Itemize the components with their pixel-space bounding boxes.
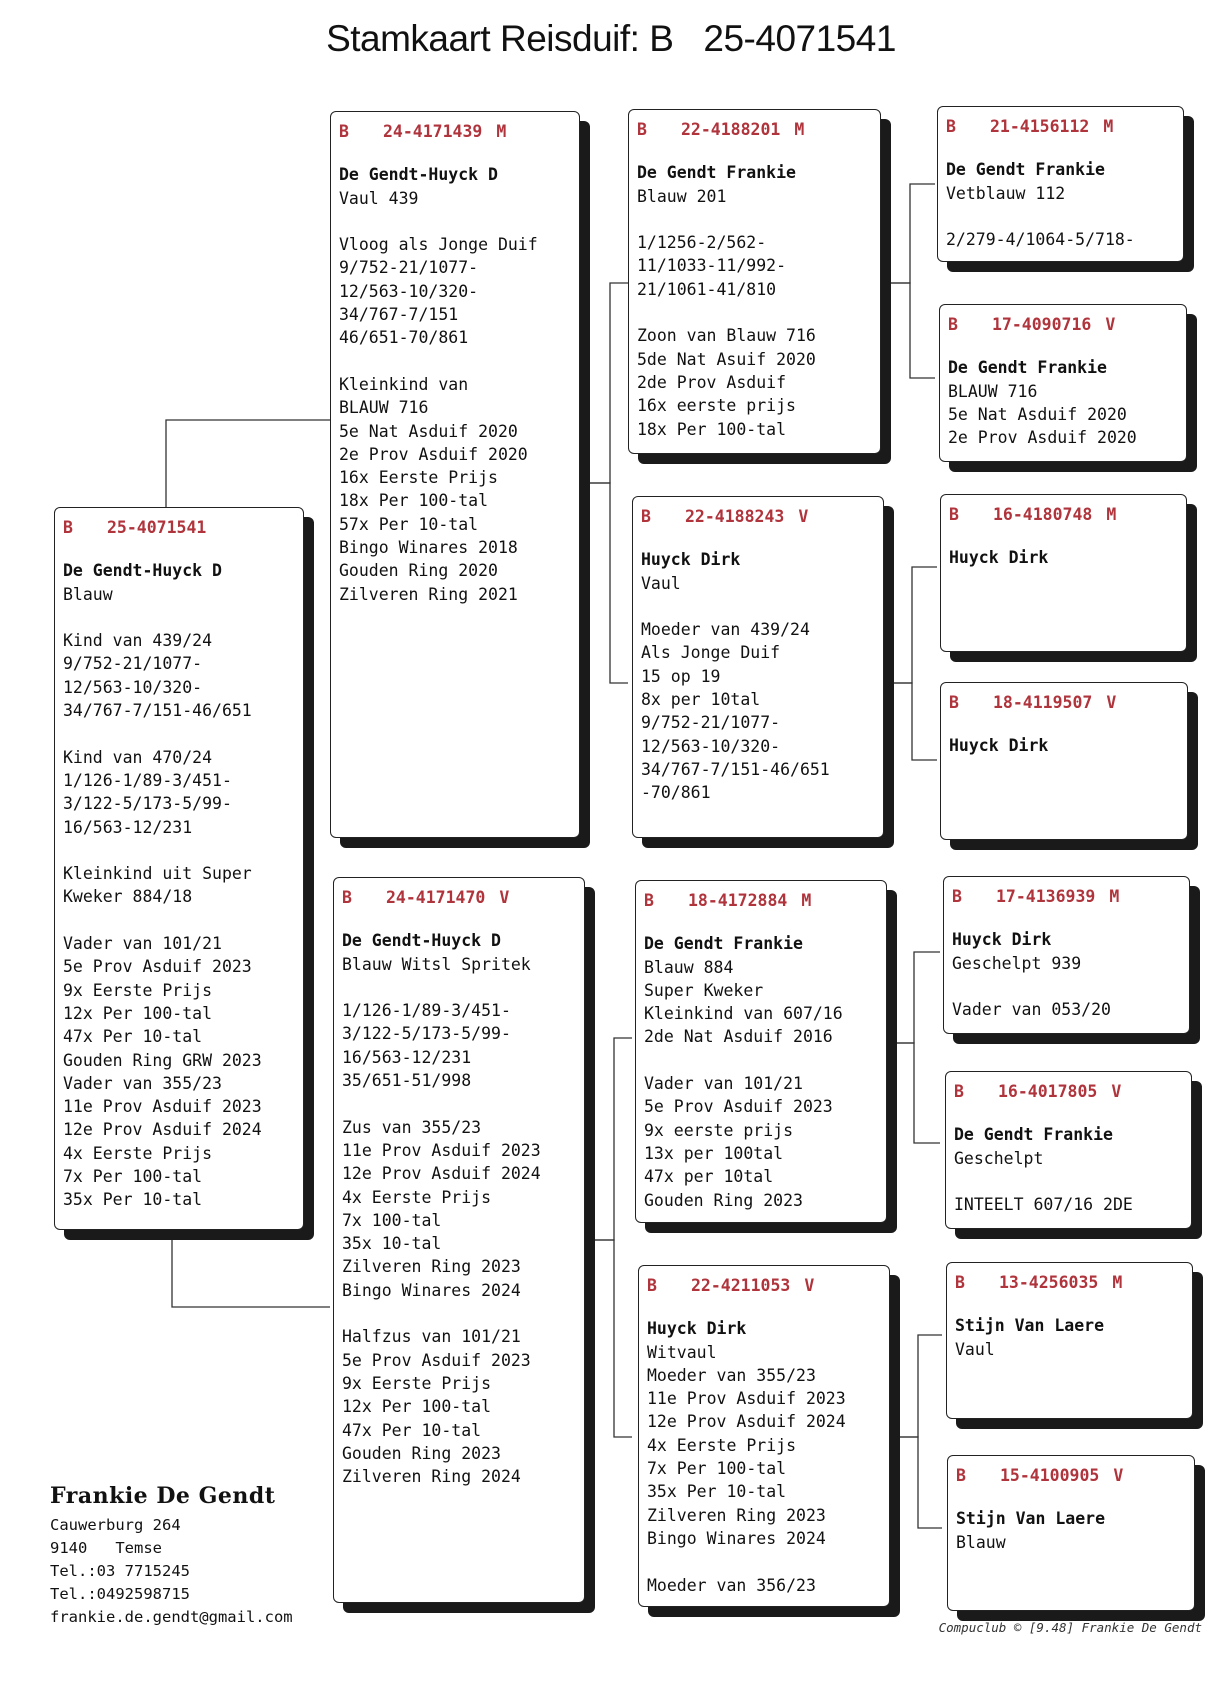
card-line	[952, 975, 1183, 998]
connector-dam-ds	[592, 1038, 632, 1240]
card-line: Zilveren Ring 2023	[647, 1505, 826, 1525]
card-line	[637, 208, 874, 231]
card-sex: B	[644, 891, 654, 910]
card-line: Vloog als Jonge Duif	[339, 235, 538, 255]
card-line: 47x Per 10-tal	[63, 1027, 203, 1047]
card-line: Vader van 101/21	[644, 1074, 803, 1094]
card-gender: M	[496, 122, 507, 141]
footer-credit: Compuclub © [9.48] Frankie De Gendt	[938, 1620, 1202, 1635]
card-gender: M	[1112, 1273, 1123, 1292]
card-ring-number: 15-4100905	[1000, 1466, 1100, 1485]
card-sex: B	[641, 507, 651, 526]
card-line: 57x Per 10-tal	[339, 514, 479, 534]
card-breeder-name: De Gendt Frankie	[644, 934, 803, 954]
card-line: Blauw	[956, 1532, 1006, 1552]
card-sex: B	[954, 1082, 964, 1101]
card-line	[339, 350, 573, 373]
card-header	[342, 886, 578, 909]
card-line	[641, 595, 877, 618]
card-header	[954, 1080, 1185, 1103]
pedigree-card-dam-dam	[638, 1265, 890, 1607]
card-breeder-name: De Gendt Frankie	[948, 358, 1107, 378]
card-line: Vetblauw 112	[946, 183, 1066, 203]
card-line: 18x Per 100-tal	[339, 491, 489, 511]
card-line: Blauw 201	[637, 186, 727, 206]
card-gender: V	[804, 1276, 815, 1295]
card-line: Kind van 470/24	[63, 747, 213, 767]
card-ring-number: 22-4211053	[691, 1276, 791, 1295]
card-line	[63, 909, 297, 932]
connector-sire-sd	[588, 483, 628, 683]
card-line: Vader van 053/20	[952, 1000, 1111, 1020]
card-ring-number: 22-4188201	[681, 120, 781, 139]
card-ring-number: 13-4256035	[999, 1273, 1099, 1292]
card-line: 9x eerste prijs	[644, 1120, 794, 1140]
card-header	[956, 1464, 1188, 1487]
card-line: 4x Eerste Prijs	[342, 1187, 492, 1207]
card-header	[641, 505, 877, 528]
card-line: 11e Prov Asduif 2023	[342, 1140, 541, 1160]
card-sex: B	[949, 693, 959, 712]
card-line: Zilveren Ring 2021	[339, 584, 518, 604]
owner-city: 9140 Temse	[50, 1539, 162, 1557]
card-line: 13x per 100tal	[644, 1143, 784, 1163]
card-line: Kleinkind van	[339, 374, 469, 394]
card-line: 5e Nat Asduif 2020	[339, 421, 518, 441]
card-line: Bingo Winares 2024	[647, 1528, 826, 1548]
card-header	[644, 889, 880, 912]
card-breeder-name: Huyck Dirk	[647, 1319, 747, 1339]
card-line: 11/1033-11/992-	[637, 256, 787, 276]
card-line: Vaul	[641, 573, 681, 593]
card-line: Moeder van 439/24	[641, 620, 810, 640]
card-line: Zilveren Ring 2023	[342, 1257, 521, 1277]
card-sex: B	[956, 1466, 966, 1485]
card-line: 34/767-7/151-46/651	[641, 759, 830, 779]
card-line: Vaul 439	[339, 188, 419, 208]
owner-block	[50, 1485, 293, 1629]
card-line: Gouden Ring 2020	[339, 561, 498, 581]
card-line: 11e Prov Asduif 2023	[63, 1097, 262, 1117]
card-line: Blauw Witsl Spritek	[342, 954, 531, 974]
card-line: 12/563-10/320-	[63, 677, 203, 697]
card-sex: B	[946, 117, 956, 136]
card-line: 7x Per 100-tal	[63, 1167, 203, 1187]
card-line: 34/767-7/151	[339, 305, 459, 325]
card-line: Witvaul	[647, 1342, 717, 1362]
card-line: Moeder van 356/23	[647, 1575, 816, 1595]
card-ring-number: 18-4119507	[993, 693, 1093, 712]
card-ring-number: 18-4172884	[688, 891, 788, 910]
card-gender: V	[798, 507, 809, 526]
card-header	[949, 691, 1181, 714]
card-line	[946, 205, 1177, 228]
title-prefix: Stamkaart Reisduif: B	[326, 18, 674, 59]
card-line: Moeder van 355/23	[647, 1365, 816, 1385]
pedigree-card-sire-sire	[628, 109, 881, 454]
card-line: BLAUW 716	[948, 381, 1038, 401]
card-line: 5de Nat Asuif 2020	[637, 349, 816, 369]
card-gender: M	[1106, 505, 1117, 524]
card-line	[647, 1550, 883, 1573]
card-line: 5e Prov Asduif 2023	[342, 1350, 531, 1370]
card-line: 7x 100-tal	[342, 1210, 442, 1230]
card-breeder-name: De Gendt Frankie	[946, 160, 1105, 180]
card-gender: V	[1106, 693, 1117, 712]
pedigree-card-ds-dam	[945, 1071, 1192, 1229]
card-line: 1/126-1/89-3/451-	[63, 770, 232, 790]
card-line: 11e Prov Asduif 2023	[647, 1389, 846, 1409]
card-line: 5e Prov Asduif 2023	[644, 1097, 833, 1117]
owner-tel2: Tel.:0492598715	[50, 1585, 190, 1603]
connector-subject-sire	[166, 420, 330, 512]
card-breeder-name: De Gendt Frankie	[954, 1125, 1113, 1145]
card-line: 47x per 10tal	[644, 1167, 774, 1187]
card-line: 9/752-21/1077-	[63, 654, 203, 674]
card-line: Geschelpt 939	[952, 953, 1082, 973]
connector-ss-ssd	[888, 283, 935, 378]
card-breeder-name: Stijn Van Laere	[956, 1509, 1106, 1529]
connector-subject-dam	[172, 1238, 330, 1307]
owner-name: Frankie De Gendt	[50, 1483, 276, 1509]
card-line: 9/752-21/1077-	[641, 713, 781, 733]
card-line: 2de Nat Asduif 2016	[644, 1027, 833, 1047]
card-sex: B	[948, 315, 958, 334]
card-breeder-name: De Gendt-Huyck D	[63, 561, 222, 581]
card-line: 35x Per 10-tal	[647, 1482, 787, 1502]
connector-dd-dds	[898, 1335, 942, 1437]
owner-tel1: Tel.:03 7715245	[50, 1562, 190, 1580]
card-line: 3/122-5/173-5/99-	[342, 1024, 511, 1044]
card-sex: B	[637, 120, 647, 139]
card-line: 9x Eerste Prijs	[342, 1373, 492, 1393]
card-line: 12x Per 100-tal	[342, 1397, 492, 1417]
card-line	[63, 722, 297, 745]
card-header	[647, 1274, 883, 1297]
connector-dam-dd	[592, 1240, 632, 1437]
connector-sd-sds	[892, 567, 937, 683]
card-ring-number: 24-4171439	[383, 122, 483, 141]
card-line: 16/563-12/231	[63, 817, 193, 837]
card-line: 3/122-5/173-5/99-	[63, 794, 232, 814]
pedigree-card-sire	[330, 111, 580, 838]
card-line: Vader van 101/21	[63, 934, 222, 954]
card-line: 12/563-10/320-	[641, 736, 781, 756]
pedigree-card-dd-sire	[946, 1262, 1193, 1419]
card-line: 16x Eerste Prijs	[339, 468, 498, 488]
connector-sire-ss	[588, 283, 628, 483]
card-line	[63, 606, 297, 629]
card-line: Vader van 355/23	[63, 1073, 222, 1093]
connector-sd-sdd	[892, 683, 937, 760]
card-line: 46/651-70/861	[339, 328, 469, 348]
card-ring-number: 24-4171470	[386, 888, 486, 907]
card-line: 15 op 19	[641, 666, 721, 686]
card-breeder-name: Huyck Dirk	[949, 548, 1049, 568]
card-line: 35x 10-tal	[342, 1234, 442, 1254]
card-line: Halfzus van 101/21	[342, 1327, 521, 1347]
card-line: BLAUW 716	[339, 398, 429, 418]
card-line: 1/1256-2/562-	[637, 233, 767, 253]
card-line	[637, 301, 874, 324]
card-line: 34/767-7/151-46/651	[63, 701, 252, 721]
card-line: 7x Per 100-tal	[647, 1459, 787, 1479]
pedigree-card-dam-sire	[635, 880, 887, 1223]
card-gender: M	[794, 120, 805, 139]
card-line: Bingo Winares 2024	[342, 1280, 521, 1300]
connector-dd-ddd	[898, 1437, 942, 1528]
card-line: Vaul	[955, 1339, 995, 1359]
card-line: 12/563-10/320-	[339, 281, 479, 301]
card-line: Bingo Winares 2018	[339, 538, 518, 558]
card-gender: M	[1109, 887, 1120, 906]
pedigree-card-sd-dam	[940, 682, 1188, 840]
owner-address: Cauwerburg 264	[50, 1516, 181, 1534]
card-line: Geschelpt	[954, 1148, 1044, 1168]
card-line: Blauw 884	[644, 957, 734, 977]
card-line: Kweker 884/18	[63, 887, 193, 907]
card-gender: V	[499, 888, 510, 907]
pedigree-card-ds-sire	[943, 876, 1190, 1034]
card-line: Zus van 355/23	[342, 1117, 482, 1137]
card-gender: M	[801, 891, 812, 910]
card-header	[955, 1271, 1186, 1294]
card-breeder-name: De Gendt-Huyck D	[339, 165, 498, 185]
card-line: Als Jonge Duif	[641, 643, 781, 663]
pedigree-card-sire-dam	[632, 496, 884, 838]
pedigree-card-subject	[54, 507, 304, 1230]
card-ring-number: 17-4090716	[992, 315, 1092, 334]
connector-ss-sss	[888, 184, 935, 283]
pedigree-card-dam	[333, 877, 585, 1603]
card-ring-number: 22-4188243	[685, 507, 785, 526]
pedigree-card-dd-dam	[947, 1455, 1195, 1611]
card-ring-number: 21-4156112	[990, 117, 1090, 136]
card-line: 12x Per 100-tal	[63, 1003, 213, 1023]
card-sex: B	[952, 887, 962, 906]
pedigree-card-ss-sire	[937, 106, 1184, 262]
card-line: 35x Per 10-tal	[63, 1190, 203, 1210]
card-line: 9x Eerste Prijs	[63, 980, 213, 1000]
card-line: 5e Prov Asduif 2023	[63, 957, 252, 977]
card-line: 2de Prov Asduif	[637, 372, 787, 392]
connector-ds-dsd	[892, 1043, 940, 1143]
card-line: 2e Prov Asduif 2020	[339, 444, 528, 464]
card-sex: B	[949, 505, 959, 524]
card-line: 2/279-4/1064-5/718-	[946, 230, 1135, 250]
card-line: Gouden Ring GRW 2023	[63, 1050, 262, 1070]
card-line: 12e Prov Asduif 2024	[342, 1164, 541, 1184]
card-line: 47x Per 10-tal	[342, 1420, 482, 1440]
card-ring-number: 25-4071541	[107, 518, 207, 537]
card-line: -70/861	[641, 783, 711, 803]
card-line: 8x per 10tal	[641, 690, 761, 710]
owner-email: frankie.de.gendt@gmail.com	[50, 1608, 293, 1626]
card-line: Blauw	[63, 584, 113, 604]
card-line: 9/752-21/1077-	[339, 258, 479, 278]
card-line	[342, 976, 578, 999]
card-header	[949, 503, 1180, 526]
card-line: 18x Per 100-tal	[637, 419, 787, 439]
card-line: 16x eerste prijs	[637, 396, 796, 416]
card-breeder-name: De Gendt-Huyck D	[342, 931, 501, 951]
card-header	[637, 118, 874, 141]
card-line: 5e Nat Asduif 2020	[948, 404, 1127, 424]
card-line: 4x Eerste Prijs	[63, 1143, 213, 1163]
card-line: Zoon van Blauw 716	[637, 326, 816, 346]
card-header	[948, 313, 1180, 336]
card-line: 35/651-51/998	[342, 1071, 472, 1091]
card-line: Gouden Ring 2023	[644, 1190, 803, 1210]
card-line: Super Kweker	[644, 980, 764, 1000]
card-breeder-name: Huyck Dirk	[949, 736, 1049, 756]
card-breeder-name: Stijn Van Laere	[955, 1316, 1105, 1336]
pedigree-card-ss-dam	[939, 304, 1187, 462]
card-line: Kleinkind uit Super	[63, 864, 252, 884]
card-breeder-name: Huyck Dirk	[641, 550, 741, 570]
card-gender: M	[1103, 117, 1114, 136]
card-ring-number: 17-4136939	[996, 887, 1096, 906]
card-header	[63, 516, 297, 539]
card-breeder-name: Huyck Dirk	[952, 930, 1052, 950]
card-header	[946, 115, 1177, 138]
card-line: 12e Prov Asduif 2024	[63, 1120, 262, 1140]
card-line: 2e Prov Asduif 2020	[948, 428, 1137, 448]
card-ring-number: 16-4180748	[993, 505, 1093, 524]
card-line: 16/563-12/231	[342, 1047, 472, 1067]
card-line	[342, 1302, 578, 1325]
card-line: Zilveren Ring 2024	[342, 1467, 521, 1487]
card-header	[339, 120, 573, 143]
card-sex: B	[342, 888, 352, 907]
card-line	[954, 1170, 1185, 1193]
card-line: Kind van 439/24	[63, 631, 213, 651]
card-sex: B	[63, 518, 73, 537]
card-line	[339, 210, 573, 233]
card-line: 21/1061-41/810	[637, 279, 777, 299]
card-ring-number: 16-4017805	[998, 1082, 1098, 1101]
title-ring: 25-4071541	[703, 18, 896, 59]
card-breeder-name: De Gendt Frankie	[637, 163, 796, 183]
card-line	[644, 1049, 880, 1072]
card-header	[952, 885, 1183, 908]
card-gender: V	[1105, 315, 1116, 334]
card-line	[342, 1092, 578, 1115]
card-gender: V	[1113, 1466, 1124, 1485]
pedigree-card-sd-sire	[940, 494, 1187, 652]
card-sex: B	[647, 1276, 657, 1295]
card-line: INTEELT 607/16 2DE	[954, 1195, 1133, 1215]
card-line: Kleinkind van 607/16	[644, 1004, 843, 1024]
connector-ds-dss	[892, 952, 940, 1043]
card-line	[63, 839, 297, 862]
card-gender: V	[1111, 1082, 1122, 1101]
card-line: 1/126-1/89-3/451-	[342, 1001, 511, 1021]
card-line: 4x Eerste Prijs	[647, 1435, 797, 1455]
card-line: 12e Prov Asduif 2024	[647, 1412, 846, 1432]
card-line: Gouden Ring 2023	[342, 1443, 501, 1463]
card-sex: B	[955, 1273, 965, 1292]
card-sex: B	[339, 122, 349, 141]
